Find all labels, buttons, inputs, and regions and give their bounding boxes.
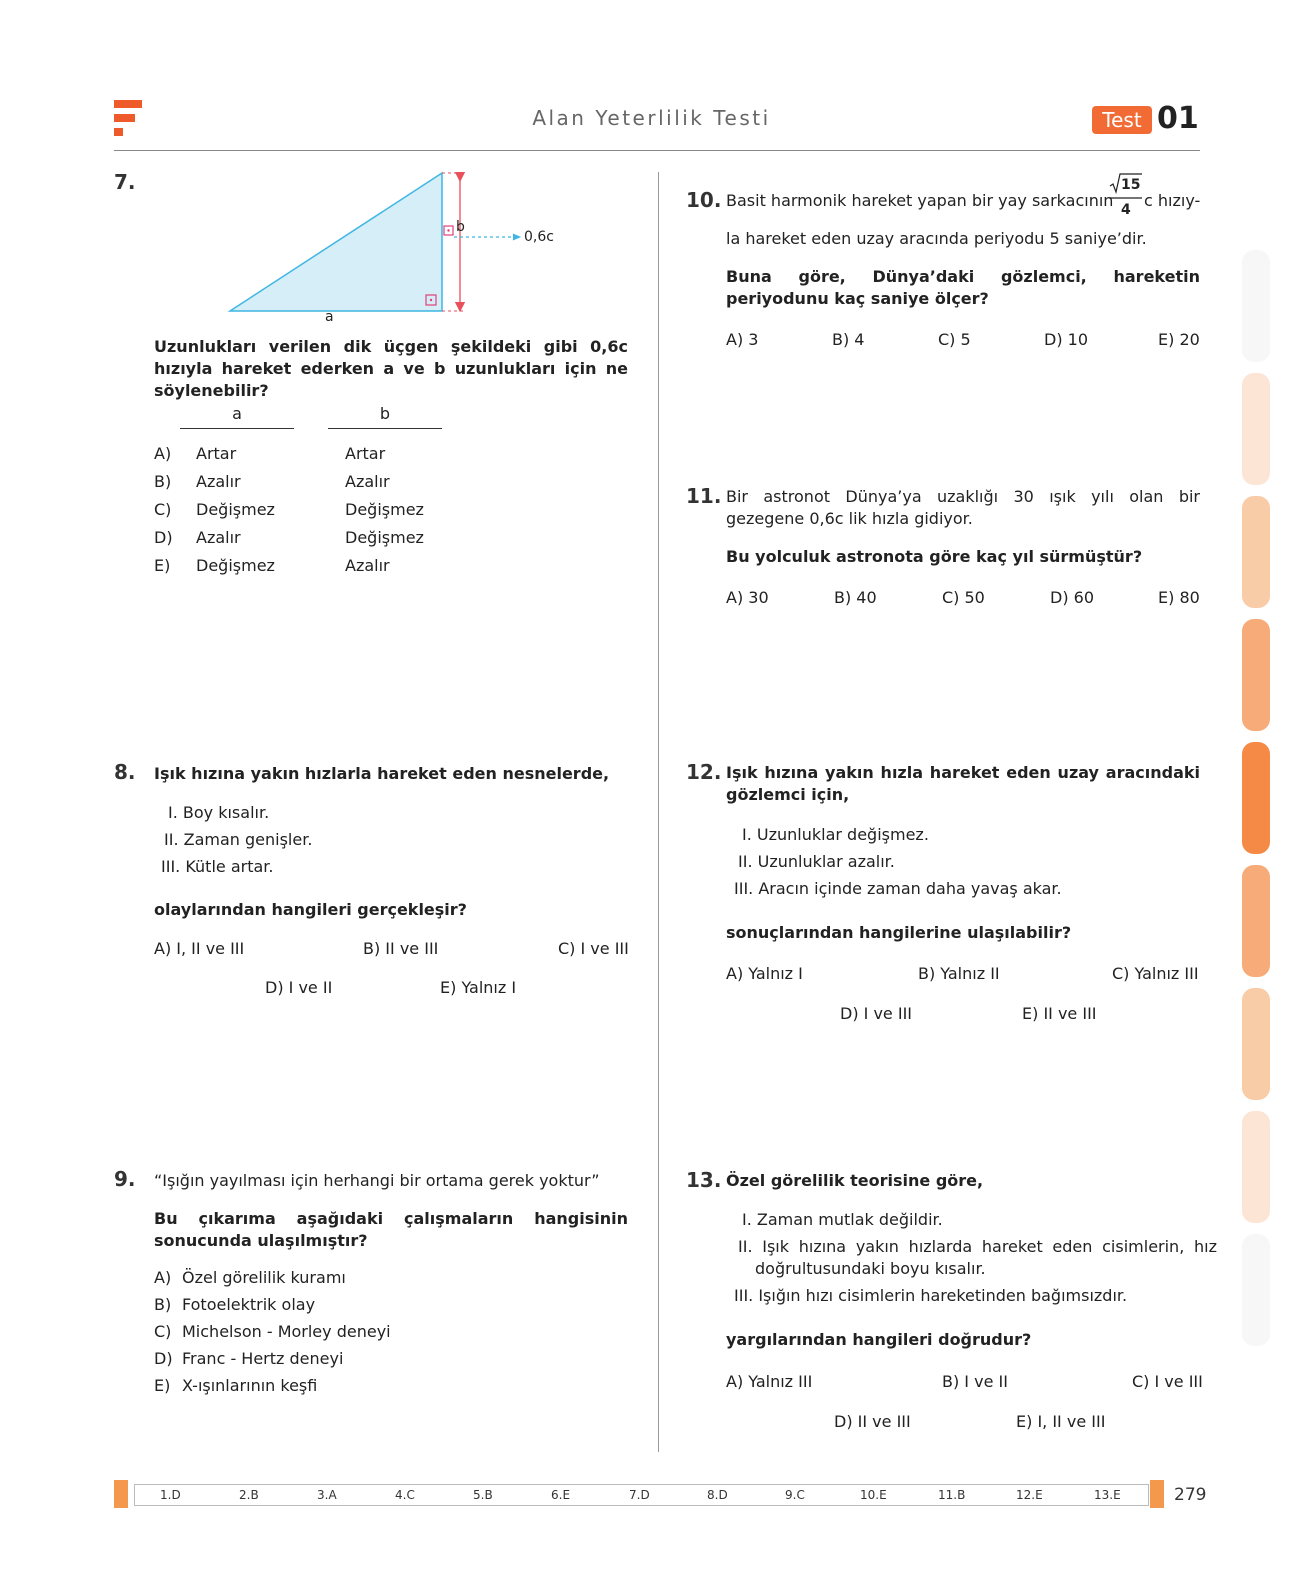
question-stem-start: Basit harmonik hareket yapan bir yay sarkacının	[726, 191, 1114, 210]
option-b-value: Değişmez	[345, 500, 424, 519]
page-title: Alan Yeterlilik Testi	[532, 106, 771, 130]
option-letter: C)	[154, 1322, 172, 1341]
answer-key-item: 9.C	[785, 1488, 805, 1502]
question-prompt: Bu çıkarıma aşağıdaki çalışmaların hangisinin sonucunda ulaşılmıştır?	[154, 1209, 628, 1250]
question-prompt: Bu yolculuk astronota göre kaç yıl sürmüştür?	[726, 547, 1143, 566]
option-letter: D)	[154, 1349, 173, 1368]
option[interactable]: B) I ve II	[942, 1372, 1008, 1391]
option[interactable]: B) 4	[832, 330, 865, 349]
question-number: 13.	[686, 1168, 722, 1192]
option[interactable]: D) 10	[1044, 330, 1089, 349]
section-tab	[1242, 865, 1270, 977]
section-tab	[1242, 1234, 1270, 1346]
option-b-value: Azalır	[345, 472, 390, 491]
statement-item: III. Işığın hızı cisimlerin hareketinden bağımsızdır.	[734, 1286, 1128, 1305]
section-tab	[1242, 496, 1270, 608]
section-tab	[1242, 1111, 1270, 1223]
option-text: Özel görelilik kuramı	[182, 1268, 346, 1287]
question-number: 9.	[114, 1167, 136, 1191]
question-prompt: olaylarından hangileri gerçekleşir?	[154, 900, 467, 919]
question-number: 10.	[686, 188, 722, 212]
statement-item: II. Işık hızına yakın hızlarda hareket eden cisimlerin, hız doğrultusundaki boyu kısalır.	[738, 1237, 1217, 1278]
section-tab	[1242, 250, 1270, 362]
option-text: Fotoelektrik olay	[182, 1295, 316, 1314]
option[interactable]: C) Yalnız III	[1112, 964, 1199, 983]
option-a-value: Değişmez	[196, 500, 275, 519]
page-number: 279	[1174, 1485, 1207, 1505]
question-number: 8.	[114, 760, 136, 784]
section-tab	[1242, 373, 1270, 485]
question-stem: Özel görelilik teorisine göre,	[726, 1171, 984, 1190]
column-underline	[328, 428, 442, 429]
question-number: 12.	[686, 760, 722, 784]
answer-key-item: 13.E	[1094, 1488, 1121, 1502]
option-letter: C)	[154, 500, 172, 519]
option-a-value: Azalır	[196, 472, 241, 491]
option[interactable]: B) Yalnız II	[918, 964, 1000, 983]
fraction-numerator: 15	[1121, 177, 1141, 193]
option-letter: E)	[154, 556, 171, 575]
answer-key-item: 10.E	[860, 1488, 887, 1502]
quote: “Işığın yayılması için herhangi bir ortama gerek yoktur”	[154, 1171, 600, 1190]
section-tab	[1242, 988, 1270, 1100]
fraction-denominator: 4	[1121, 202, 1131, 218]
option[interactable]: A) Yalnız I	[726, 964, 803, 983]
option-letter: D)	[154, 528, 173, 547]
statement-item: II. Zaman genişler.	[164, 830, 313, 849]
answer-key-item: 6.E	[551, 1488, 571, 1502]
speed-label: 0,6c	[524, 229, 554, 245]
statement-item: III. Kütle artar.	[161, 857, 274, 876]
option[interactable]: B) 40	[834, 588, 877, 607]
column-divider	[658, 172, 659, 1452]
test-badge: Test	[1092, 106, 1152, 134]
option-a-value: Değişmez	[196, 556, 275, 575]
option[interactable]: C) 5	[938, 330, 971, 349]
answer-key-item: 5.B	[473, 1488, 493, 1502]
option-a-value: Artar	[196, 444, 237, 463]
answer-key-item: 4.C	[395, 1488, 415, 1502]
question-number: 7.	[114, 170, 136, 194]
option-text: Franc - Hertz deneyi	[182, 1349, 344, 1368]
answer-key-item: 12.E	[1016, 1488, 1043, 1502]
option[interactable]: D) II ve III	[834, 1412, 911, 1431]
option-letter: A)	[154, 1268, 172, 1287]
question-stem: Bir astronot Dünya’ya uzaklığı 30 ışık yılı olan bir gezegene 0,6c lik hızla gidiyor.	[726, 487, 1200, 528]
option-b-value: Değişmez	[345, 528, 424, 547]
option-b-value: Azalır	[345, 556, 390, 575]
option[interactable]: A) 3	[726, 330, 759, 349]
answer-key-item: 7.D	[629, 1488, 650, 1502]
question-stem: Işık hızına yakın hızlarla hareket eden nesnelerde,	[154, 764, 610, 783]
option-b-value: Artar	[345, 444, 386, 463]
question-prompt: sonuçlarından hangilerine ulaşılabilir?	[726, 923, 1072, 942]
option[interactable]: D) I ve II	[265, 978, 333, 997]
header-divider	[114, 150, 1200, 151]
statement-item: I. Boy kısalır.	[168, 803, 270, 822]
question-stem-end: la hareket eden uzay aracında periyodu 5 saniye’dir.	[726, 229, 1147, 248]
option[interactable]: B) II ve III	[363, 939, 439, 958]
option[interactable]: A) Yalnız III	[726, 1372, 813, 1391]
option[interactable]: C) 50	[942, 588, 985, 607]
option-letter: A)	[154, 444, 172, 463]
question-prompt: yargılarından hangileri doğrudur?	[726, 1330, 1032, 1349]
option-text: X-ışınlarının keşfi	[182, 1376, 318, 1395]
statement-item: I. Zaman mutlak değildir.	[742, 1210, 943, 1229]
answer-key-item: 8.D	[707, 1488, 728, 1502]
footer-marker	[114, 1480, 128, 1508]
question-stem: Uzunlukları verilen dik üçgen şekildeki gibi 0,6c hızıyla hareket ederken a ve b uzunlukları için ne söylenebilir?	[154, 337, 628, 400]
section-tab	[1242, 619, 1270, 731]
option[interactable]: E) I, II ve III	[1016, 1412, 1106, 1431]
label-b: b	[456, 219, 465, 235]
answer-key-item: 2.B	[239, 1488, 259, 1502]
option[interactable]: E) Yalnız I	[440, 978, 517, 997]
option[interactable]: C) I ve III	[558, 939, 629, 958]
option-a-value: Azalır	[196, 528, 241, 547]
option[interactable]: E) 80	[1158, 588, 1200, 607]
label-a: a	[325, 309, 334, 325]
statement-item: III. Aracın içinde zaman daha yavaş akar.	[734, 879, 1062, 898]
option[interactable]: A) 30	[726, 588, 769, 607]
column-underline	[180, 428, 294, 429]
question-stem-mid: c hızıy-	[1144, 191, 1201, 210]
option[interactable]: A) I, II ve III	[154, 939, 245, 958]
statement-item: II. Uzunluklar azalır.	[738, 852, 895, 871]
column-header: a	[232, 404, 242, 423]
triangle-figure	[220, 165, 580, 335]
option[interactable]: C) I ve III	[1132, 1372, 1203, 1391]
option[interactable]: D) I ve III	[840, 1004, 913, 1023]
answer-key-item: 1.D	[160, 1488, 181, 1502]
option[interactable]: E) 20	[1158, 330, 1200, 349]
answer-key-item: 11.B	[938, 1488, 966, 1502]
option-letter: E)	[154, 1376, 171, 1395]
question-stem: Işık hızına yakın hızla hareket eden uzay aracındaki gözlemci için,	[726, 763, 1200, 804]
question-number: 11.	[686, 484, 722, 508]
statement-item: I. Uzunluklar değişmez.	[742, 825, 929, 844]
section-tab	[1242, 742, 1270, 854]
footer-marker	[1150, 1480, 1164, 1508]
option-text: Michelson - Morley deneyi	[182, 1322, 391, 1341]
option[interactable]: D) 60	[1050, 588, 1095, 607]
option-letter: B)	[154, 472, 172, 491]
question-prompt: Buna göre, Dünya’daki gözlemci, hareketin periyodunu kaç saniye ölçer?	[726, 267, 1200, 308]
option-letter: B)	[154, 1295, 172, 1314]
right-triangle	[230, 173, 442, 311]
test-number: 01	[1157, 101, 1199, 136]
column-header: b	[379, 404, 391, 423]
answer-key-item: 3.A	[317, 1488, 337, 1502]
option[interactable]: E) II ve III	[1022, 1004, 1097, 1023]
